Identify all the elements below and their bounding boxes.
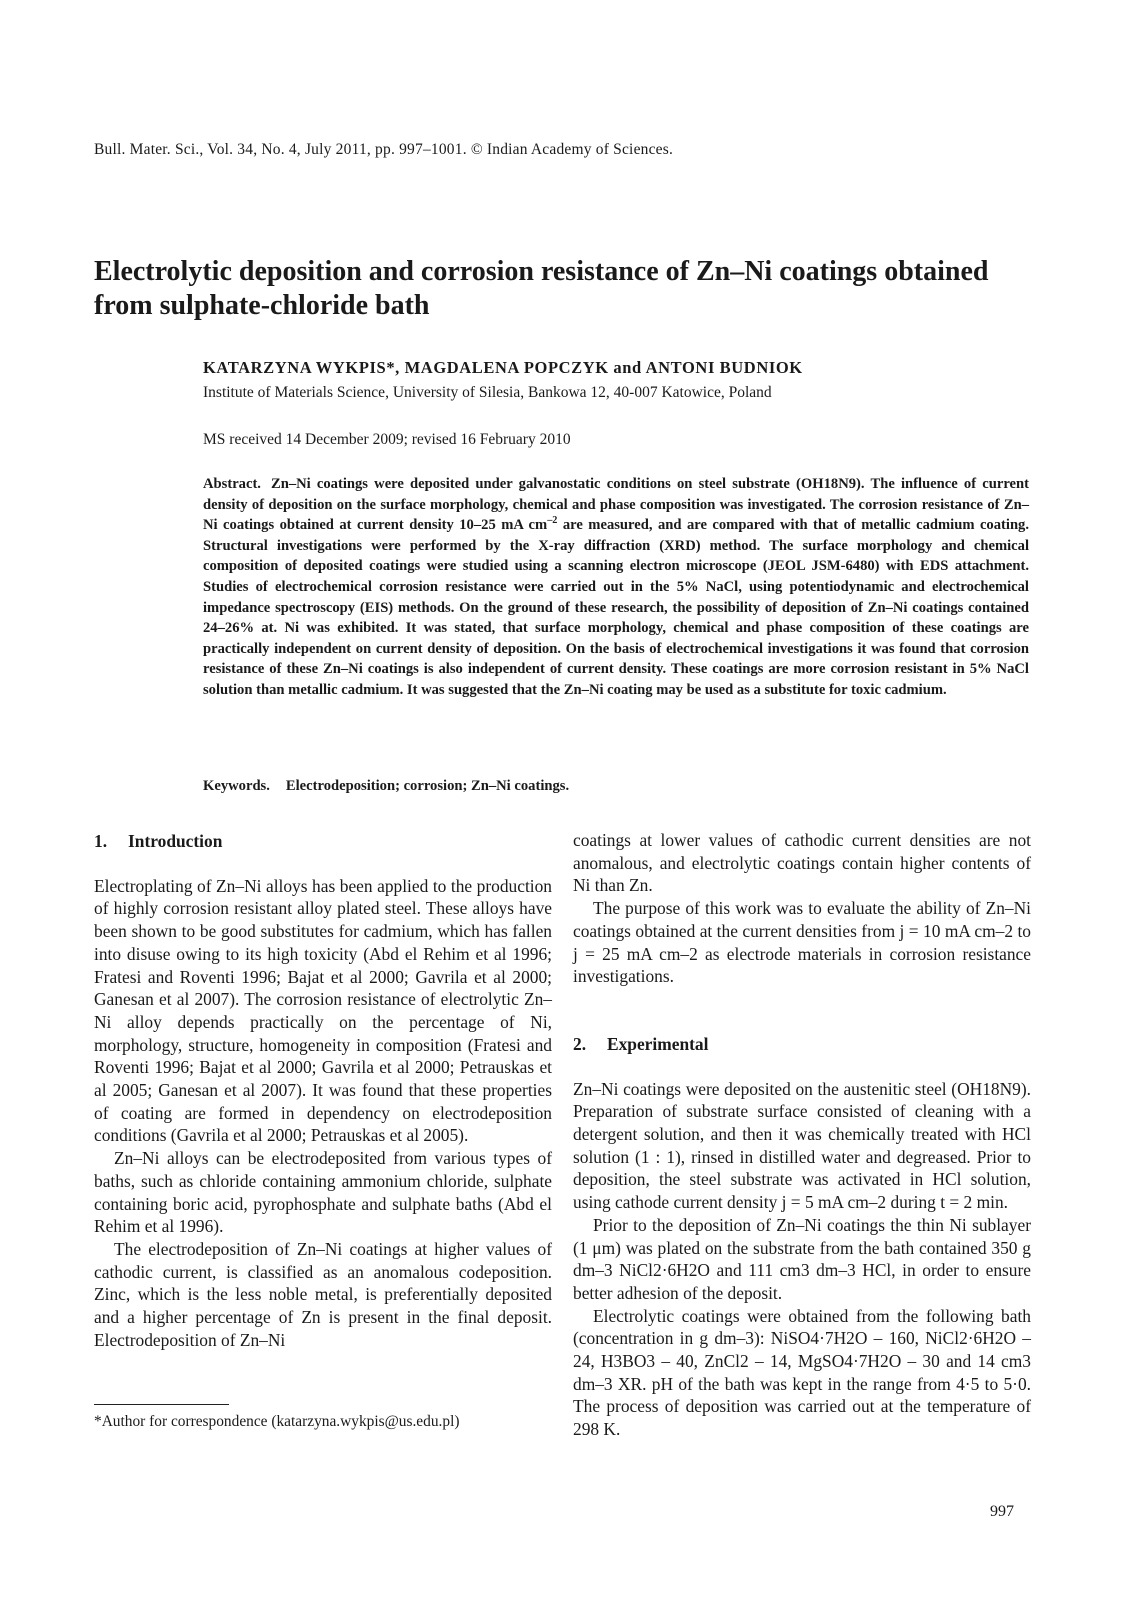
abstract-text-2: are measured, and are compared with that of metallic cadmium coating. Structural investigations were performed by the X-ray diffraction (XRD) method. The surface morphology and chemical composition of deposited coatings were studied using a scanning electron microscope (JEOL JSM-6480) with EDS attachment. Studies of electrochemical corrosion resistance were carried out in the 5% NaCl, using potentiodynamic and electrochemical impedance spectroscopy (EIS) methods. On the ground of these research, the possibility of deposition of Zn–Ni coatings contained 24–26% at. Ni was exhibited. It was stated, that surface morphology, chemical and phase composition of these coatings are practically independent on current density of deposition. On the basis of electrochemical investigations it was found that corrosion resistance of these Zn–Ni coatings is also independent of current density. These coatings are more corrosion resistant in 5% NaCl solution than metallic cadmium. It was suggested that the Zn–Ni coating may be used as a substitute for toxic cadmium. [203, 517, 1030, 698]
keywords [203, 778, 569, 795]
abstract-text-1: Zn–Ni coatings were deposited under galvanostatic conditions on steel substrate (OH18N9). The influence of current density of deposition on the surface morphology, chemical and phase composition was investigated. The corrosion resistance of Zn–Ni coatings obtained at current density 10–25 mA cm [203, 476, 1029, 534]
experimental-paragraph-3: Electrolytic coatings were obtained from the following bath (concentration in g dm–3): NiSO4·7H2O – 160, NiCl2·6H2O – 24, H3BO3 – 40, ZnCl2 – 14, MgSO4·7H2O – 30 and 14 cm3 dm–3 XR. pH of the bath was kept in the range from 4·5 to 5·0. The process of deposition was carried out at the temperature of 298 K. [573, 1305, 1031, 1440]
left-column [94, 830, 552, 1351]
abstract [203, 474, 1029, 701]
received-dates: MS received 14 December 2009; revised 16 February 2010 [203, 431, 571, 448]
intro-paragraph-2: Zn–Ni alloys can be electrodeposited from various types of baths, such as chloride containing ammonium chloride, sulphate containing boric acid, pyrophosphate and sulphate baths (Abd el Rehim et al 1996). [94, 1148, 552, 1237]
experimental-paragraph-1: Zn–Ni coatings were deposited on the austenitic steel (OH18N9). Preparation of substrate surface consisted of cleaning with a detergent solution, and then it was chemically treated with HCl solution (1 : 1), rinsed in distilled water and degreased. Prior to deposition, the steel substrate was activated in HCl solution, using cathode current density j = 5 mA cm–2 during t = 2 min. [573, 1078, 1031, 1213]
journal-citation: Bull. Mater. Sci., Vol. 34, No. 4, July 2011, pp. 997–1001. © Indian Academy of Sciences. [94, 141, 674, 158]
intro-paragraph-continued: coatings at lower values of cathodic current densities are not anomalous, and electrolytic coatings contain higher contents of Ni than Zn. [573, 830, 1031, 896]
paper-title: Electrolytic deposition and corrosion resistance of Zn–Ni coatings obtained from sulphate-chloride bath [94, 256, 989, 321]
footnote-divider [94, 1404, 229, 1405]
right-column [573, 829, 1031, 1441]
abstract-sup: –2 [547, 515, 558, 527]
section-number: 1. [94, 831, 108, 851]
section-number: 2. [573, 1033, 587, 1054]
section-heading-introduction [94, 830, 552, 853]
authors: KATARZYNA WYKPIS*, MAGDALENA POPCZYK and ANTONI BUDNIOK [203, 358, 803, 377]
experimental-paragraph-2: Prior to the deposition of Zn–Ni coatings the thin Ni sublayer (1 μm) was plated on the substrate from the bath contained 350 g dm–3 NiCl2·6H2O and 111 cm3 dm–3 HCl, in order to ensure better adhesion of the deposit. [573, 1214, 1031, 1303]
section-title: Experimental [607, 1033, 709, 1054]
keywords-label: Keywords. [203, 778, 270, 794]
abstract-label: Abstract. [203, 476, 261, 492]
section-title: Introduction [128, 831, 223, 851]
keywords-text: Electrodeposition; corrosion; Zn–Ni coatings. [285, 778, 570, 794]
affiliation: Institute of Materials Science, University of Silesia, Bankowa 12, 40-007 Katowice, Poland [203, 384, 772, 401]
section-heading-experimental [573, 1033, 1031, 1056]
intro-paragraph-purpose: The purpose of this work was to evaluate the ability of Zn–Ni coatings obtained at the current densities from j = 10 mA cm–2 to j = 25 mA cm–2 as electrode materials in corrosion resistance investigations. [573, 898, 1031, 987]
footnote: *Author for correspondence (katarzyna.wykpis@us.edu.pl) [94, 1413, 460, 1430]
intro-paragraph-3: The electrodeposition of Zn–Ni coatings at higher values of cathodic current, is classified as an anomalous codeposition. Zinc, which is the less noble metal, is preferentially deposited and a higher percentage of Zn is present in the final deposit. Electrodeposition of Zn–Ni [94, 1238, 552, 1350]
page-number: 997 [990, 1503, 1014, 1520]
intro-paragraph-1: Electroplating of Zn–Ni alloys has been applied to the production of highly corrosion resistant alloy plated steel. These alloys have been shown to be good substitutes for cadmium, which has fallen into disuse owing to its high toxicity (Abd el Rehim et al 1996; Fratesi and Roventi 1996; Bajat et al 2000; Gavrila et al 2000; Ganesan et al 2007). The corrosion resistance of electrolytic Zn–Ni alloy depends practically on the percentage of Ni, morphology, structure, homogeneity in composition (Fratesi and Roventi 1996; Bajat et al 2000; Gavrila et al 2000; Petrauskas et al 2005; Ganesan et al 2007). It was found that these properties of coating are formed in dependency on electrodeposition conditions (Gavrila et al 2000; Petrauskas et al 2005). [94, 875, 552, 1146]
